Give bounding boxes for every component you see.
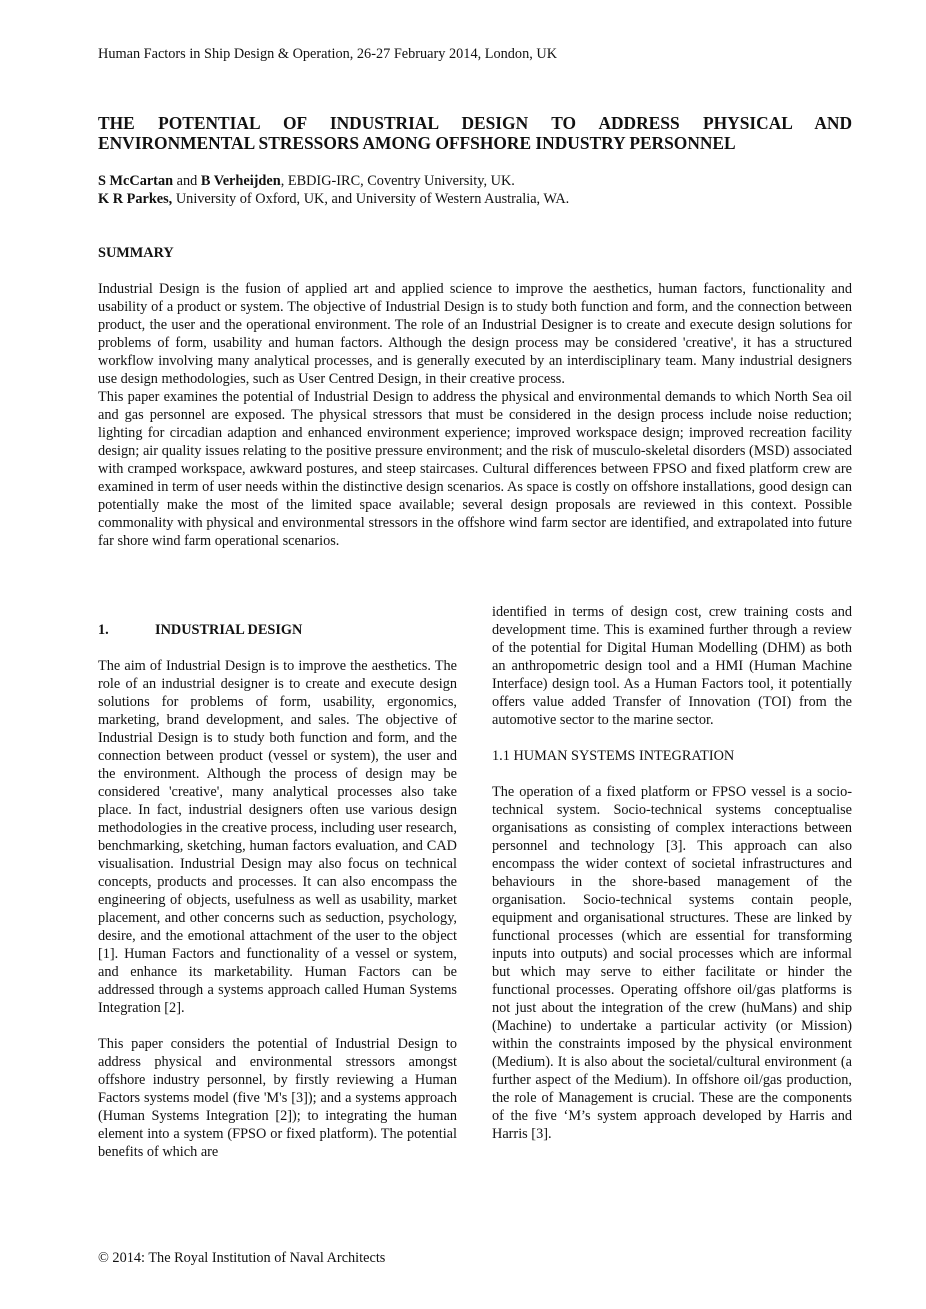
title-line-1: THE POTENTIAL OF INDUSTRIAL DESIGN TO ADDRESS PHYSICAL AND	[98, 113, 852, 133]
author-conjunction: and	[173, 173, 201, 189]
author-affiliation: , EBDIG-IRC, Coventry University, UK.	[280, 173, 515, 189]
author-affiliation: University of Oxford, UK, and University of Western Australia, WA.	[172, 191, 570, 207]
summary-paragraph: Industrial Design is the fusion of applied art and applied science to improve the aesthetics, human factors, functionality and usability of a product or system. The objective of Industrial Design is to study both function and form, and the connection between product, the user and the operational environment. The role of an Industrial Designer is to create and execute design solutions for problems of form, usability and human factors. Although the design process may be considered 'creative', it has a structured workflow involving many analytical processes, and is generally executed by an interdisciplinary team. Many industrial designers use design methodologies, such as User Centred Design, in their creative process.	[98, 281, 852, 387]
body-paragraph: The aim of Industrial Design is to improve the aesthetics. The role of an industrial designer is to create and execute design solutions for problems of form, usability, ergonomics, marketing, brand development, and sales. The objective of Industrial Design is to study both function and form, and the connection between product (vessel or system), the user and the environment. Although the process of design may be considered 'creative', many analytical processes also take place. In fact, industrial designers often use various design methodologies in the creative process, including user research, benchmarking, sketching, human factors evaluation, and CAD visualisation. Industrial Design may also focus on technical concepts, products and processes. It can also encompass the engineering of objects, usefulness as well as usability, market placement, and other concerns such as seduction, psychology, desire, and the emotional attachment of the user to the object [1]. Human Factors and functionality of a vessel or system, and enhance its marketability. Human Factors can be addressed through a systems approach called Human Systems Integration [2].	[98, 658, 457, 1016]
section-number: 1.	[98, 622, 109, 638]
author-name: B Verheijden	[200, 173, 281, 189]
right-column	[492, 603, 852, 1143]
section-heading	[98, 621, 457, 639]
copyright-footer: © 2014: The Royal Institution of Naval Architects	[98, 1250, 386, 1266]
author-name: S McCartan	[98, 173, 174, 189]
author-name: K R Parkes,	[98, 191, 173, 207]
summary-body	[98, 280, 852, 550]
subsection-heading: 1.1 HUMAN SYSTEMS INTEGRATION	[492, 748, 735, 764]
summary-heading: SUMMARY	[98, 245, 174, 261]
author-line-1	[98, 172, 852, 190]
author-line-2	[98, 190, 852, 208]
body-paragraph: This paper considers the potential of Industrial Design to address physical and environmental stressors amongst offshore industry personnel, by firstly reviewing a Human Factors systems model (five 'M's [3]); and a systems approach (Human Systems Integration [2]); to integrating the human element into a system (FPSO or fixed platform). The potential benefits of which are	[98, 1036, 457, 1160]
paper-title	[98, 113, 852, 153]
left-column	[98, 621, 457, 1161]
body-paragraph: identified in terms of design cost, crew training costs and development time. This is examined further through a review of the potential for Digital Human Modelling (DHM) as both an anthropometric design tool and a HMI (Human Machine Interface) design tool. As a Human Factors tool, it potentially offers value added Transfer of Innovation (TOI) from the automotive sector to the marine sector.	[492, 604, 852, 728]
author-block	[98, 172, 852, 208]
body-paragraph: The operation of a fixed platform or FPSO vessel is a socio-technical system. Socio-technical systems conceptualise organisations as consisting of complex interactions between personnel and technology [3]. This approach can also encompass the wider context of societal infrastructures and behaviours in the shore-based management of the organisation. Socio-technical systems contain people, equipment and organisational structures. These are linked by functional processes (which are essential for transforming inputs into outputs) and social processes which are informal but which may serve to either facilitate or hinder the functional processes. Operating offshore oil/gas platforms is not just about the integration of the crew (huMans) and ship (Machine) to undertake a particular activity (or Mission) within the constraints imposed by the physical environment (Medium). It is also about the societal/cultural environment (a further aspect of the Medium). In offshore oil/gas production, the role of Management is crucial. These are the components of the five ‘M’s system approach developed by Harris and Harris [3].	[492, 784, 852, 1142]
summary-paragraph: This paper examines the potential of Industrial Design to address the physical and environmental demands to which North Sea oil and gas personnel are exposed. The physical stressors that must be considered in the design process include noise reduction; lighting for circadian adaption and enhanced environment experience; improved workspace design; improved recreation facility design; air quality issues relating to the positive pressure environment; and the risk of musculo-skeletal disorders (MSD) associated with cramped workspace, awkward postures, and steep staircases. Cultural differences between FPSO and fixed platform crew are examined in term of user needs within the distinctive design scenarios. As space is costly on offshore installations, good design can potentially make the most of the limited space available; several design proposals are reviewed in this context. Possible commonality with physical and environmental stressors in the offshore wind farm sector are identified, and extrapolated into future far shore wind farm operational scenarios.	[98, 389, 852, 549]
conference-header: Human Factors in Ship Design & Operation, 26-27 February 2014, London, UK	[98, 46, 558, 62]
section-title: INDUSTRIAL DESIGN	[155, 622, 303, 638]
title-line-2: ENVIRONMENTAL STRESSORS AMONG OFFSHORE INDUSTRY PERSONNEL	[98, 133, 736, 153]
